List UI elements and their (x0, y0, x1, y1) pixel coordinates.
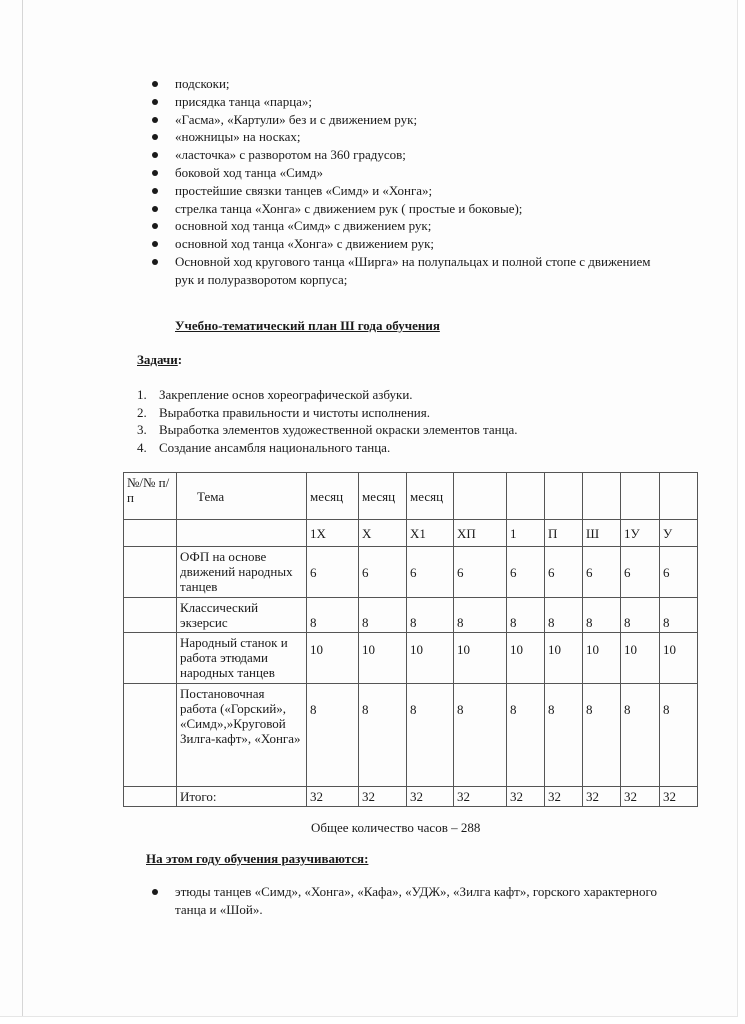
month-cell: Х (359, 520, 407, 547)
list-item: «ножницы» на носках; (150, 128, 670, 146)
month-cell: У (660, 520, 698, 547)
tasks-list (137, 386, 657, 456)
bullet-icon (152, 81, 158, 87)
studied-heading: На этом году обучения разучиваются: (146, 851, 369, 866)
total-cell: 32 (454, 787, 507, 807)
table-cell-empty (177, 520, 307, 547)
list-item: Основной ход кругового танца «Ширга» на полупальцах и полной стопе с движением рук и полуразворотом корпуса; (150, 253, 670, 289)
list-item: простейшие связки танцев «Симд» и «Хонга»; (150, 182, 670, 200)
bullet-icon (152, 259, 158, 265)
hours-cell: 6 (454, 547, 507, 598)
hours-cell: 6 (359, 547, 407, 598)
scan-edge-line (22, 0, 23, 1016)
total-cell: 32 (507, 787, 545, 807)
movements-list (150, 75, 670, 289)
task-item: 3. Выработка элементов художественной окраски элементов танца. (137, 422, 518, 437)
table-row (124, 633, 698, 684)
hours-cell: 8 (307, 598, 359, 633)
hours-cell: 8 (621, 684, 660, 787)
totals-row (124, 787, 698, 807)
hours-cell: 8 (307, 684, 359, 787)
total-label: Итого: (177, 787, 307, 807)
table-cell-empty (124, 598, 177, 633)
table-cell-empty (124, 633, 177, 684)
hours-cell: 8 (359, 684, 407, 787)
month-cell: 1Х (307, 520, 359, 547)
theme-cell: ОФП на основе движений народных танцев (177, 547, 307, 598)
hours-cell: 8 (621, 598, 660, 633)
hours-cell: 10 (454, 633, 507, 684)
theme-cell: Классический экзерсис (177, 598, 307, 633)
hours-cell: 6 (507, 547, 545, 598)
hours-cell: 10 (307, 633, 359, 684)
list-item: боковой ход танца «Симд» (150, 164, 670, 182)
hours-cell: 10 (359, 633, 407, 684)
bullet-icon (152, 889, 158, 895)
hours-cell: 10 (583, 633, 621, 684)
header-empty (507, 473, 545, 520)
hours-cell: 8 (545, 684, 583, 787)
hours-cell: 6 (621, 547, 660, 598)
hours-cell: 8 (359, 598, 407, 633)
total-hours-text: Общее количество часов – 288 (311, 820, 481, 835)
hours-cell: 10 (660, 633, 698, 684)
total-cell: 32 (660, 787, 698, 807)
hours-cell: 8 (583, 684, 621, 787)
header-empty (545, 473, 583, 520)
header-number: №/№ п/п (124, 473, 177, 520)
hours-cell: 8 (454, 684, 507, 787)
curriculum-table (123, 472, 698, 807)
header-empty (583, 473, 621, 520)
hours-cell: 8 (583, 598, 621, 633)
table-row (124, 598, 698, 633)
table-cell-empty (124, 787, 177, 807)
studied-list (150, 883, 670, 919)
table-header-row (124, 473, 698, 520)
hours-cell: 8 (507, 598, 545, 633)
header-month: месяц (307, 473, 359, 520)
hours-cell: 8 (660, 684, 698, 787)
table-row (124, 684, 698, 787)
hours-cell: 6 (407, 547, 454, 598)
list-item: присядка танца «парца»; (150, 93, 670, 111)
header-empty (454, 473, 507, 520)
hours-cell: 10 (507, 633, 545, 684)
total-cell: 32 (407, 787, 454, 807)
hours-cell: 10 (621, 633, 660, 684)
bullet-icon (152, 99, 158, 105)
bullet-icon (152, 152, 158, 158)
table-cell-empty (124, 520, 177, 547)
header-empty (660, 473, 698, 520)
bullet-icon (152, 188, 158, 194)
hours-cell: 10 (407, 633, 454, 684)
total-cell: 32 (621, 787, 660, 807)
list-item: подскоки; (150, 75, 670, 93)
tasks-heading: Задачи: (137, 352, 183, 367)
hours-cell: 6 (583, 547, 621, 598)
task-item: 2. Выработка правильности и чистоты исполнения. (137, 404, 430, 420)
theme-cell: Постановочная работа («Горский», «Симд»,»Круговой Зилга-кафт», «Хонга» (177, 684, 307, 787)
month-cell: Х1 (407, 520, 454, 547)
header-theme: Тема (177, 473, 307, 520)
hours-cell: 6 (307, 547, 359, 598)
list-item: основной ход танца «Симд» с движением рук; (150, 217, 670, 235)
hours-cell: 8 (545, 598, 583, 633)
list-item: «Гасма», «Картули» без и с движением рук; (150, 111, 670, 129)
bullet-icon (152, 170, 158, 176)
hours-cell: 8 (407, 684, 454, 787)
list-item: «ласточка» с разворотом на 360 градусов; (150, 146, 670, 164)
hours-cell: 8 (660, 598, 698, 633)
hours-cell: 8 (454, 598, 507, 633)
table-cell-empty (124, 547, 177, 598)
hours-cell: 6 (545, 547, 583, 598)
list-item: этюды танцев «Симд», «Хонга», «Кафа», «УДЖ», «Зилга кафт», горского характерного танца и «Шой». (150, 883, 670, 919)
hours-cell: 8 (407, 598, 454, 633)
table-cell-empty (124, 684, 177, 787)
task-item: 4. Создание ансамбля национального танца. (137, 439, 391, 455)
bullet-icon (152, 206, 158, 212)
month-cell: Ш (583, 520, 621, 547)
hours-cell: 6 (660, 547, 698, 598)
header-month: месяц (407, 473, 454, 520)
total-cell: 32 (545, 787, 583, 807)
bullet-icon (152, 241, 158, 247)
header-empty (621, 473, 660, 520)
month-cell: П (545, 520, 583, 547)
total-cell: 32 (583, 787, 621, 807)
bullet-icon (152, 117, 158, 123)
table-row (124, 547, 698, 598)
header-month: месяц (359, 473, 407, 520)
month-cell: 1 (507, 520, 545, 547)
task-item: 1. Закрепление основ хореографической азбуки. (137, 387, 413, 402)
bullet-icon (152, 223, 158, 229)
plan-title: Учебно-тематический план Ш года обучения (175, 318, 440, 333)
bullet-icon (152, 134, 158, 140)
month-cell: 1У (621, 520, 660, 547)
total-cell: 32 (307, 787, 359, 807)
list-item: стрелка танца «Хонга» с движением рук ( простые и боковые); (150, 200, 670, 218)
total-cell: 32 (359, 787, 407, 807)
list-item: основной ход танца «Хонга» с движением рук; (150, 235, 670, 253)
month-cell: ХП (454, 520, 507, 547)
theme-cell: Народный станок и работа этюдами народных танцев (177, 633, 307, 684)
hours-cell: 10 (545, 633, 583, 684)
months-row (124, 520, 698, 547)
hours-cell: 8 (507, 684, 545, 787)
